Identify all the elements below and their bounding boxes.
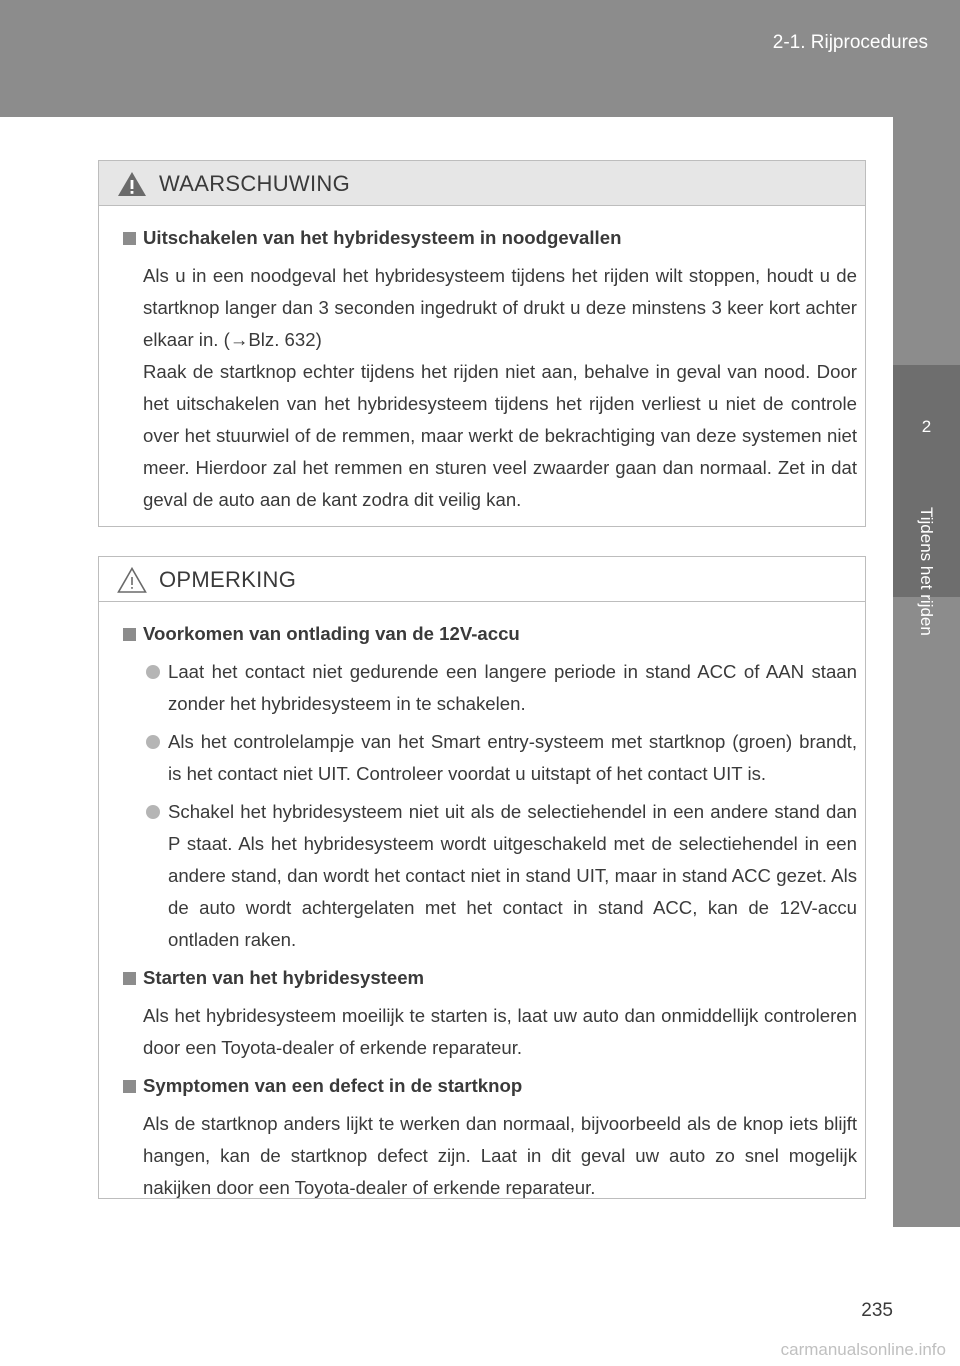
warning-paragraph-1: Als u in een noodgeval het hybridesysteem tijdens het rijden wilt stoppen, houdt u de startknop langer dan 3 seconden ingedrukt of drukt u deze minstens 3 keer kort achter elkaar in. (→Blz. 632) <box>143 265 857 350</box>
bullet-dot-icon <box>146 735 160 749</box>
note-heading-1-text: Voorkomen van ontlading van de 12V-accu <box>143 623 520 644</box>
note-header <box>99 557 865 602</box>
note-heading-3 <box>123 1070 857 1102</box>
header-bar <box>0 0 960 117</box>
note-paragraph-3: Als de startknop anders lijkt te werken dan normaal, bijvoorbeeld als de knop iets blijft hangen, kan de startknop defect zijn. Laat in dit geval uw auto zo snel mogelijk nakijken door een Toyota-dealer of erkende reparateur. <box>143 1113 857 1198</box>
list-item-text: Schakel het hybridesysteem niet uit als de selectiehendel in een andere stand dan P staat. Als het hybridesysteem wordt uitgeschakeld met de selectiehendel in een andere stand, dan wordt het contact niet in stand UIT, maar in stand ACC gezet. Als de auto wordt achtergelaten met het contact in stand ACC, kan de 12V-accu ontladen raken. <box>168 801 857 950</box>
list-item <box>123 656 857 720</box>
warning-box <box>98 160 866 527</box>
note-heading-3-text: Symptomen van een defect in de startknop <box>143 1075 523 1096</box>
note-title: OPMERKING <box>159 567 297 592</box>
note-heading-2 <box>123 962 857 994</box>
watermark: carmanualsonline.info <box>780 1340 946 1359</box>
bullet-dot-icon <box>146 805 160 819</box>
chapter-side-tab <box>893 117 960 1227</box>
list-item <box>123 796 857 956</box>
list-item-text: Als het controlelampje van het Smart entry-systeem met startknop (groen) brandt, is het contact niet UIT. Controleer voordat u uitstapt of het contact UIT is. <box>168 731 857 784</box>
note-heading-1 <box>123 618 857 650</box>
square-bullet-icon <box>123 972 136 985</box>
page-number: 235 <box>861 1300 893 1321</box>
section-title: 2-1. Rijprocedures <box>772 32 928 53</box>
chapter-title: Tijdens het rijden <box>917 507 936 636</box>
caution-icon <box>117 567 147 593</box>
warning-icon <box>117 171 147 197</box>
warning-title: WAARSCHUWING <box>159 171 350 196</box>
note-box <box>98 556 866 1199</box>
warning-heading <box>123 222 857 254</box>
warning-heading-text: Uitschakelen van het hybridesysteem in noodgevallen <box>143 227 622 248</box>
square-bullet-icon <box>123 628 136 641</box>
square-bullet-icon <box>123 232 136 245</box>
square-bullet-icon <box>123 1080 136 1093</box>
note-paragraph-2: Als het hybridesysteem moeilijk te starten is, laat uw auto dan onmiddellijk controleren door een Toyota-dealer of erkende reparateur. <box>143 1005 857 1058</box>
list-item-text: Laat het contact niet gedurende een langere periode in stand ACC of AAN staan zonder het hybridesysteem in te schakelen. <box>168 661 857 714</box>
bullet-dot-icon <box>146 665 160 679</box>
note-heading-2-text: Starten van het hybridesysteem <box>143 967 425 988</box>
list-item <box>123 726 857 790</box>
warning-header <box>99 161 865 206</box>
warning-paragraph-2: Raak de startknop echter tijdens het rijden niet aan, behalve in geval van nood. Door het uitschakelen van het hybridesysteem tijdens het rijden verliest u niet de controle over het stuurwiel of de remmen, maar werkt de bekrachtiging van deze systemen niet meer. Hierdoor zal het remmen en sturen veel zwaarder gaan dan normaal. Zet in dat geval de auto aan de kant zodra dit veilig kan. <box>143 361 857 510</box>
chapter-number: 2 <box>921 417 932 436</box>
